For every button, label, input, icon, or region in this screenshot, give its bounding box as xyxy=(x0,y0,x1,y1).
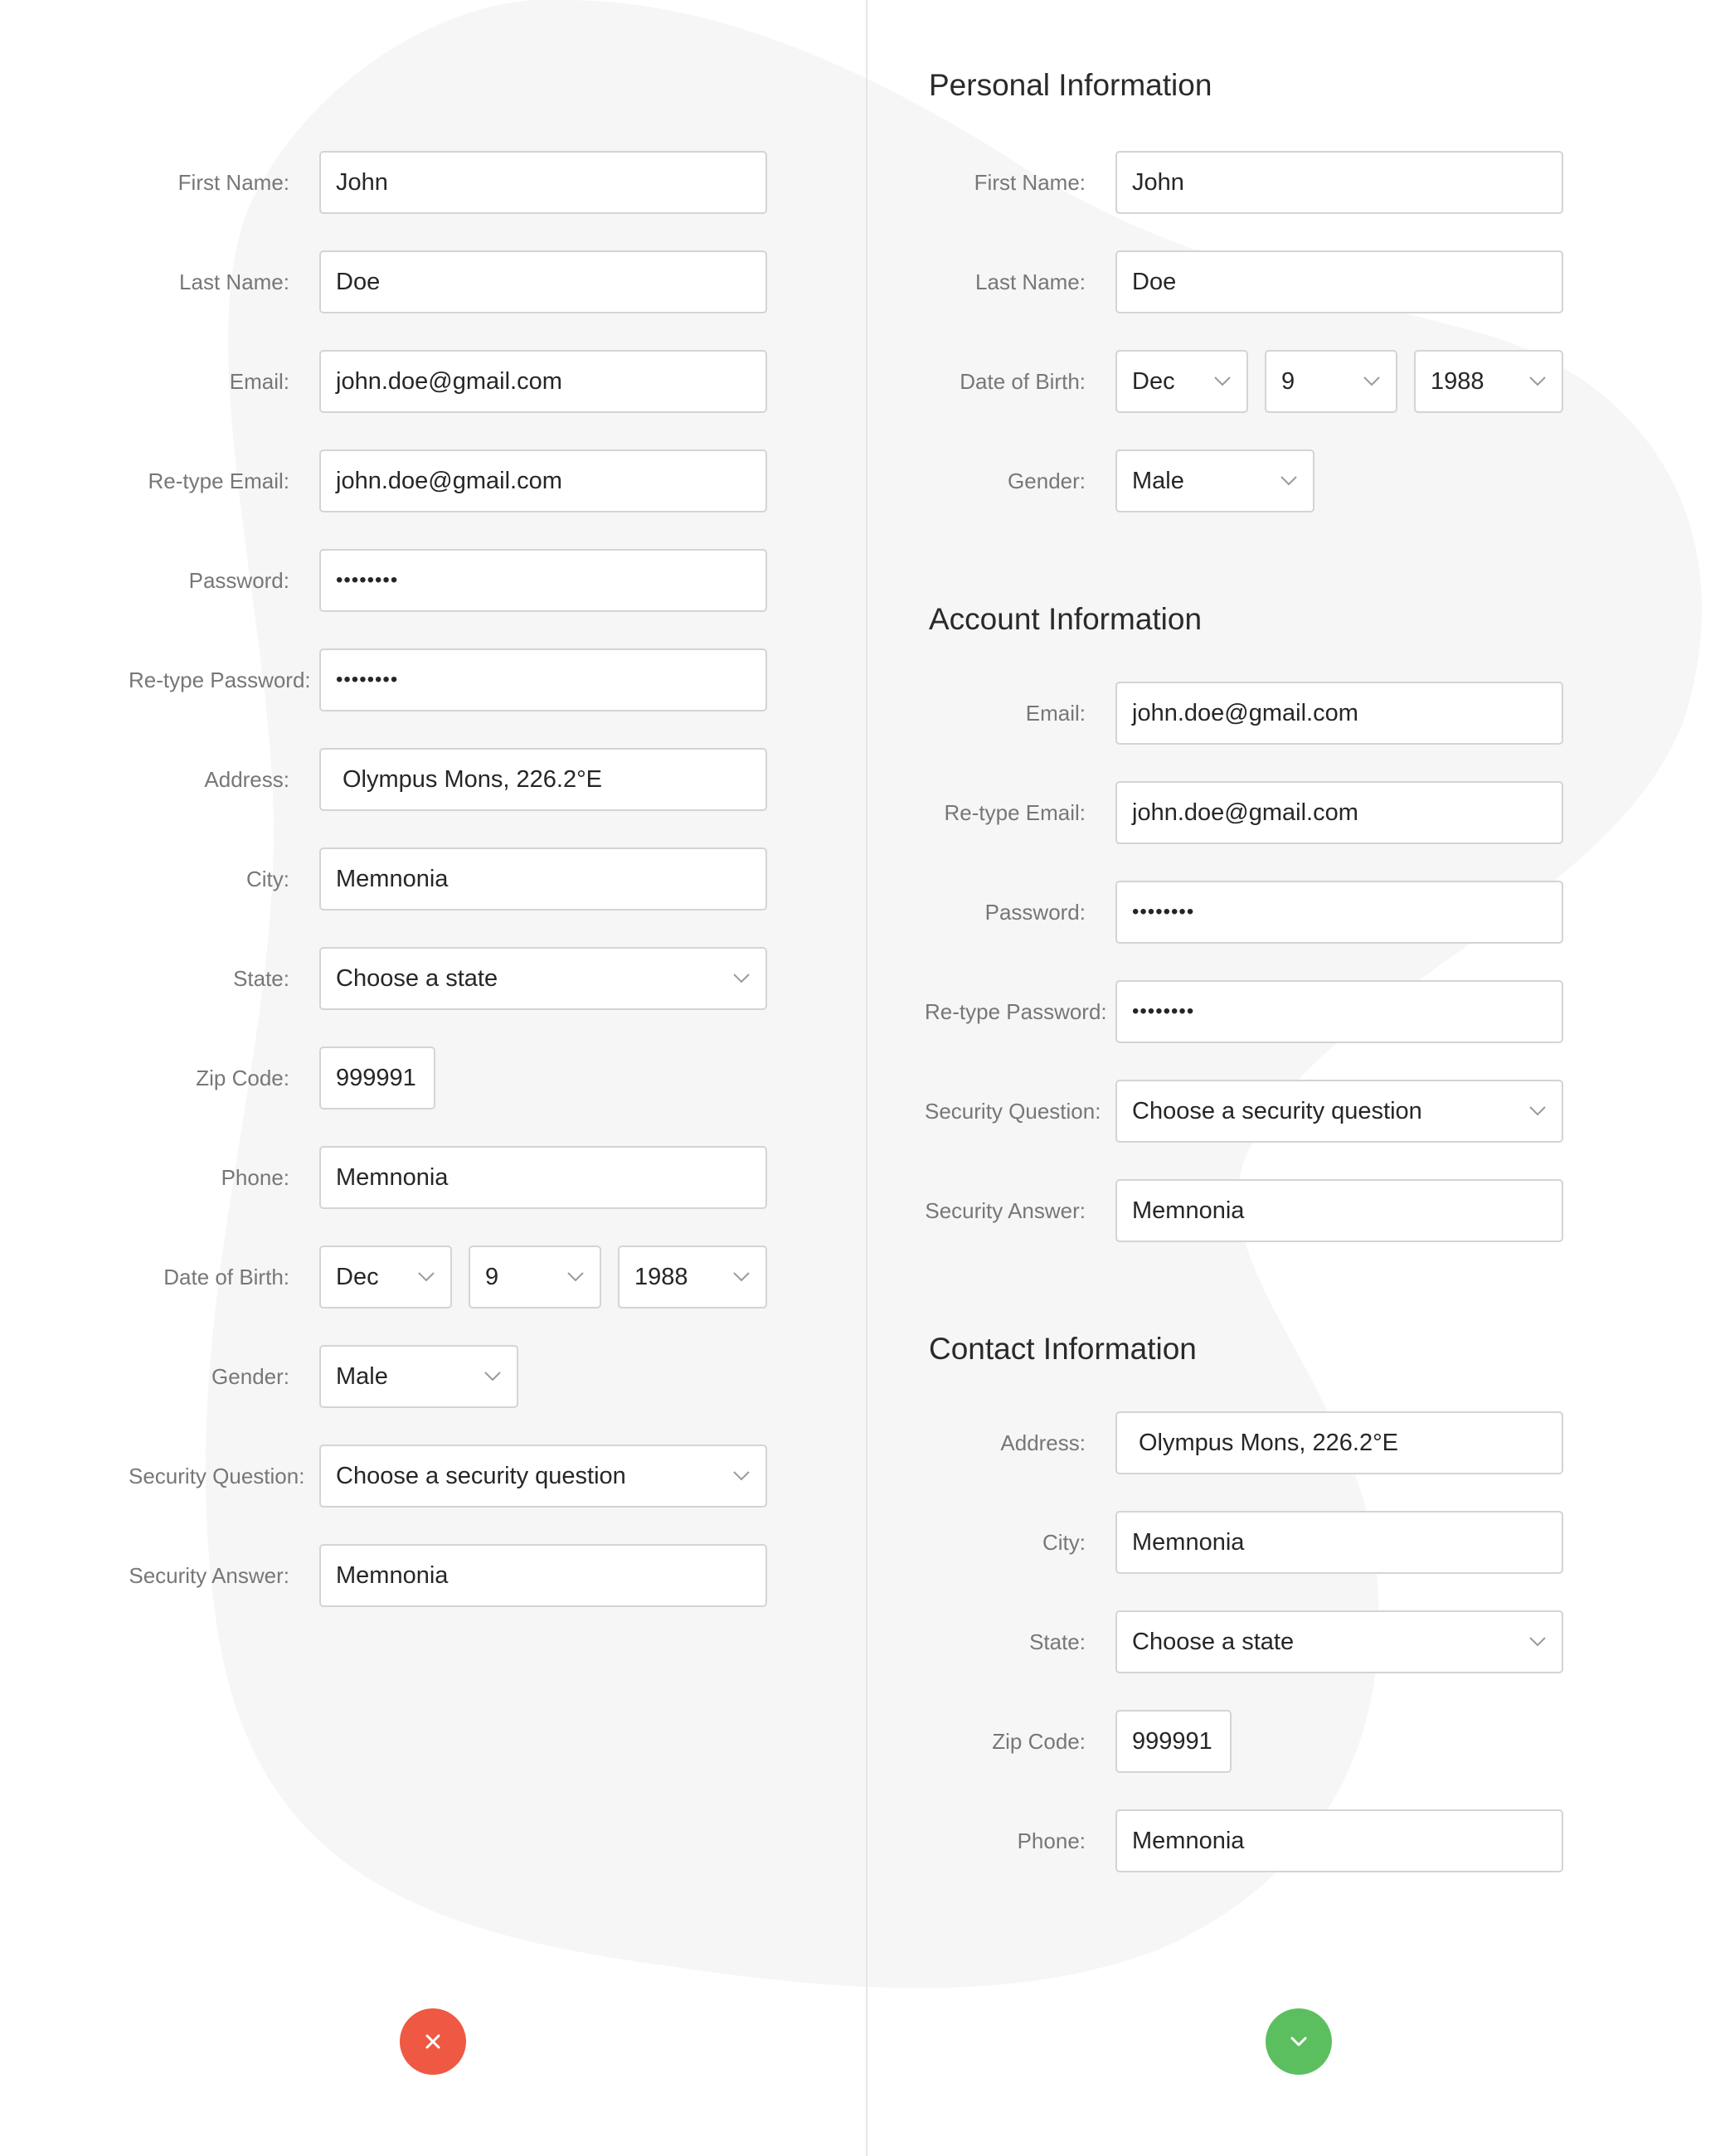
personal-information-title: Personal Information xyxy=(929,68,1212,102)
chevron-down-icon xyxy=(566,1271,585,1283)
city-input[interactable]: Memnonia xyxy=(1115,1511,1563,1574)
dob-year-select[interactable] xyxy=(1414,350,1563,413)
left-first-name-row xyxy=(129,149,767,216)
email-label: Email: xyxy=(229,368,289,394)
chevron-down-icon xyxy=(732,1271,751,1283)
dob-month-value: Dec xyxy=(1132,367,1175,395)
state-select-value: Choose a state xyxy=(1132,1628,1295,1655)
right-retype-password-row xyxy=(925,978,1563,1045)
right-address-row xyxy=(925,1410,1563,1476)
gender-select[interactable] xyxy=(1115,449,1314,512)
right-email-row xyxy=(925,680,1563,746)
right-security-question-row xyxy=(925,1078,1563,1144)
first-name-input[interactable]: John xyxy=(319,151,767,214)
dob-day-select[interactable] xyxy=(469,1246,601,1309)
phone-input[interactable]: Memnonia xyxy=(1115,1809,1563,1872)
left-state-row xyxy=(129,945,767,1012)
chevron-down-icon xyxy=(732,973,751,984)
email-label: Email: xyxy=(1025,700,1086,726)
right-phone-row xyxy=(925,1808,1563,1874)
gender-label: Gender: xyxy=(211,1363,289,1389)
first-name-label: First Name: xyxy=(177,169,289,195)
left-retype-email-row xyxy=(129,448,767,514)
gender-label: Gender: xyxy=(1008,468,1086,493)
phone-label: Phone: xyxy=(221,1164,289,1190)
password-input[interactable]: •••••••• xyxy=(1115,881,1563,944)
column-divider xyxy=(866,0,867,2156)
phone-label: Phone: xyxy=(1017,1828,1086,1853)
last-name-label: Last Name: xyxy=(975,269,1086,294)
dob-month-value: Dec xyxy=(336,1263,379,1290)
first-name-input[interactable]: John xyxy=(1115,151,1563,214)
confirm-button[interactable] xyxy=(1266,2008,1332,2075)
retype-password-label: Re-type Password: xyxy=(925,998,1107,1024)
state-select[interactable] xyxy=(1115,1610,1563,1673)
dob-day-select[interactable] xyxy=(1265,350,1397,413)
security-question-select[interactable] xyxy=(1115,1080,1563,1143)
chevron-down-icon xyxy=(417,1271,435,1283)
chevron-down-icon xyxy=(1528,1105,1547,1117)
zip-code-label: Zip Code: xyxy=(196,1065,289,1090)
left-last-name-row xyxy=(129,249,767,315)
zip-code-input[interactable]: 999991 xyxy=(1115,1710,1232,1773)
zip-code-input[interactable]: 999991 xyxy=(319,1046,435,1110)
state-label: State: xyxy=(233,965,289,991)
security-answer-label: Security Answer: xyxy=(925,1197,1086,1223)
right-first-name-row xyxy=(925,149,1563,216)
cancel-button[interactable] xyxy=(400,2008,466,2075)
phone-input[interactable]: Memnonia xyxy=(319,1146,767,1209)
address-label: Address: xyxy=(204,766,289,792)
retype-email-label: Re-type Email: xyxy=(944,799,1086,825)
right-last-name-row xyxy=(925,249,1563,315)
right-security-answer-row xyxy=(925,1178,1563,1244)
last-name-input[interactable]: Doe xyxy=(319,250,767,313)
close-icon xyxy=(424,2032,442,2051)
retype-email-input[interactable]: john.doe@gmail.com xyxy=(1115,781,1563,844)
first-name-label: First Name: xyxy=(974,169,1086,195)
retype-email-label: Re-type Email: xyxy=(148,468,289,493)
city-input[interactable]: Memnonia xyxy=(319,847,767,910)
state-label: State: xyxy=(1029,1629,1086,1654)
security-answer-input[interactable]: Memnonia xyxy=(1115,1179,1563,1242)
right-state-row xyxy=(925,1609,1563,1675)
chevron-down-icon xyxy=(1528,1636,1547,1648)
zip-code-label: Zip Code: xyxy=(992,1728,1086,1754)
right-password-row xyxy=(925,879,1563,945)
dob-year-value: 1988 xyxy=(634,1263,688,1290)
security-question-label: Security Question: xyxy=(925,1098,1101,1124)
state-select-value: Choose a state xyxy=(336,964,498,992)
password-label: Password: xyxy=(984,899,1086,925)
right-gender-row xyxy=(925,448,1314,514)
address-input[interactable]: Olympus Mons, 226.2°E xyxy=(1115,1411,1563,1474)
address-input[interactable]: Olympus Mons, 226.2°E xyxy=(319,748,767,811)
left-city-row xyxy=(129,846,767,912)
dob-year-select[interactable] xyxy=(618,1246,767,1309)
security-answer-input[interactable]: Memnonia xyxy=(319,1544,767,1607)
password-label: Password: xyxy=(188,567,289,593)
last-name-label: Last Name: xyxy=(179,269,289,294)
account-information-title: Account Information xyxy=(929,602,1203,636)
right-zip-row xyxy=(925,1708,1232,1775)
last-name-input[interactable]: Doe xyxy=(1115,250,1563,313)
retype-email-input[interactable]: john.doe@gmail.com xyxy=(319,449,767,512)
state-select[interactable] xyxy=(319,947,767,1010)
security-question-select[interactable] xyxy=(319,1445,767,1508)
check-icon xyxy=(1289,2035,1309,2048)
retype-password-input[interactable]: •••••••• xyxy=(319,648,767,711)
email-input[interactable]: john.doe@gmail.com xyxy=(319,350,767,413)
gender-select[interactable] xyxy=(319,1345,518,1408)
left-zip-row xyxy=(129,1045,435,1111)
chevron-down-icon xyxy=(732,1470,751,1482)
left-gender-row xyxy=(129,1343,518,1410)
dob-day-value: 9 xyxy=(1281,367,1295,395)
left-dob-row xyxy=(129,1244,767,1310)
right-city-row xyxy=(925,1509,1563,1576)
security-question-value: Choose a security question xyxy=(336,1462,626,1489)
retype-password-label: Re-type Password: xyxy=(129,667,311,692)
chevron-down-icon xyxy=(1528,376,1547,387)
email-input[interactable]: john.doe@gmail.com xyxy=(1115,682,1563,745)
security-answer-label: Security Answer: xyxy=(129,1562,289,1588)
left-password-row xyxy=(129,547,767,614)
chevron-down-icon xyxy=(1280,475,1298,487)
password-input[interactable]: •••••••• xyxy=(319,549,767,612)
dob-day-value: 9 xyxy=(485,1263,499,1290)
left-address-row xyxy=(129,746,767,813)
left-email-row xyxy=(129,348,767,415)
address-label: Address: xyxy=(1000,1430,1086,1455)
chevron-down-icon xyxy=(1213,376,1232,387)
security-question-value: Choose a security question xyxy=(1132,1097,1422,1124)
date-of-birth-label: Date of Birth: xyxy=(163,1264,289,1289)
city-label: City: xyxy=(246,866,289,891)
contact-information-title: Contact Information xyxy=(929,1332,1197,1366)
chevron-down-icon xyxy=(483,1371,502,1382)
gender-value: Male xyxy=(336,1362,388,1390)
left-security-question-row xyxy=(129,1443,767,1509)
right-retype-email-row xyxy=(925,779,1563,846)
retype-password-input[interactable]: •••••••• xyxy=(1115,980,1563,1043)
left-phone-row xyxy=(129,1144,767,1211)
city-label: City: xyxy=(1042,1529,1086,1555)
right-dob-row xyxy=(925,348,1563,415)
dob-year-value: 1988 xyxy=(1431,367,1484,395)
security-question-label: Security Question: xyxy=(129,1463,305,1488)
date-of-birth-label: Date of Birth: xyxy=(960,368,1086,394)
dob-month-select[interactable] xyxy=(1115,350,1248,413)
gender-value: Male xyxy=(1132,467,1184,494)
left-security-answer-row xyxy=(129,1542,767,1609)
left-retype-password-row xyxy=(129,647,767,713)
chevron-down-icon xyxy=(1363,376,1381,387)
dob-month-select[interactable] xyxy=(319,1246,452,1309)
